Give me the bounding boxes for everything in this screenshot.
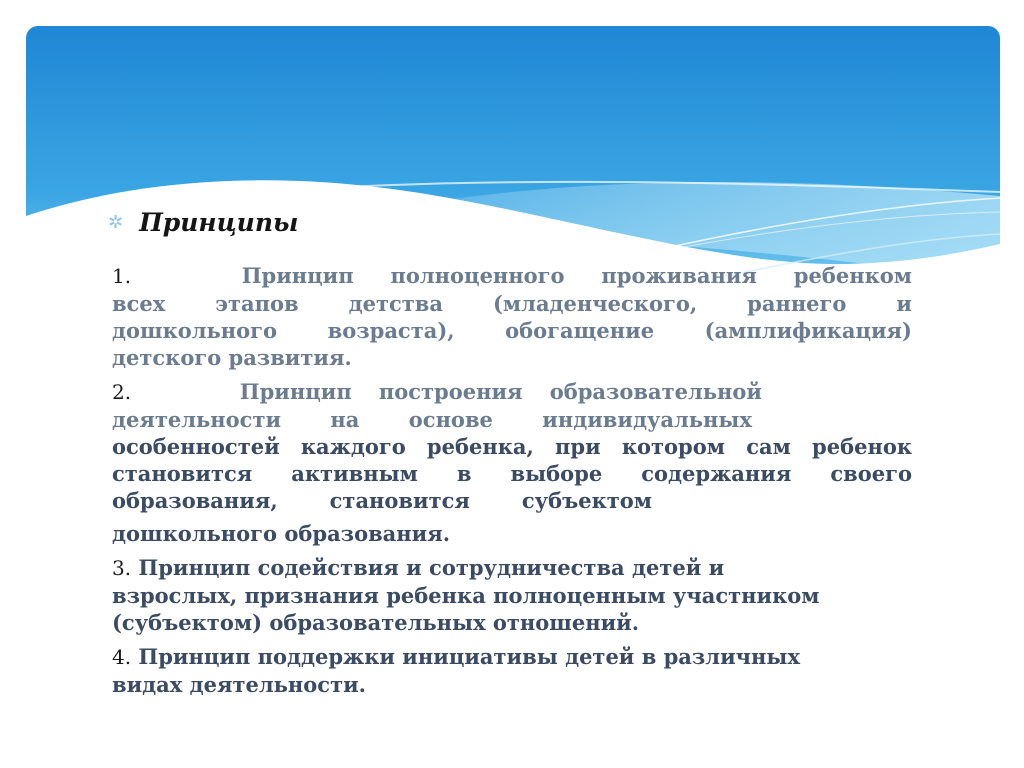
item-line: (субъектом) образовательных отношений. — [112, 610, 640, 635]
item-line: дошкольного образования. — [112, 521, 451, 546]
list-item-1 — [112, 262, 912, 371]
item-line: Принцип поддержки инициативы детей в различных — [138, 644, 800, 669]
list-item-4 — [112, 643, 912, 698]
item-number: 3. — [112, 556, 132, 580]
item-line: Принцип построения образовательной — [239, 379, 763, 404]
principles-list — [112, 262, 912, 705]
item-line: становится активным в выборе содержания своего — [112, 461, 912, 486]
slide-heading — [108, 208, 298, 237]
item-line: всех этапов детства (младенческого, раннего и — [112, 291, 912, 316]
item-number: 2. — [112, 380, 132, 404]
item-line: особенностей каждого ребенка, при котором сам ребенок — [112, 434, 912, 459]
item-line: образования, становится субъектом — [112, 488, 652, 513]
list-item-2 — [112, 378, 912, 547]
item-number: 4. — [112, 645, 132, 669]
item-line: деятельности на основе индивидуальных — [112, 407, 752, 432]
heading-text: Принципы — [139, 208, 299, 237]
bullet-icon: ✲ — [108, 212, 124, 233]
item-line: взрослых, признания ребенка полноценным участником — [112, 583, 820, 608]
item-number: 1. — [112, 264, 132, 288]
item-line: видах деятельности. — [112, 672, 366, 697]
item-line: дошкольного возраста), обогащение (амплификация) — [112, 318, 912, 343]
item-line: Принцип содействия и сотрудничества детей и — [138, 555, 725, 580]
item-line: детского развития. — [112, 345, 352, 370]
list-item-3 — [112, 554, 912, 636]
item-line: Принцип полноценного проживания ребенком — [241, 263, 912, 288]
